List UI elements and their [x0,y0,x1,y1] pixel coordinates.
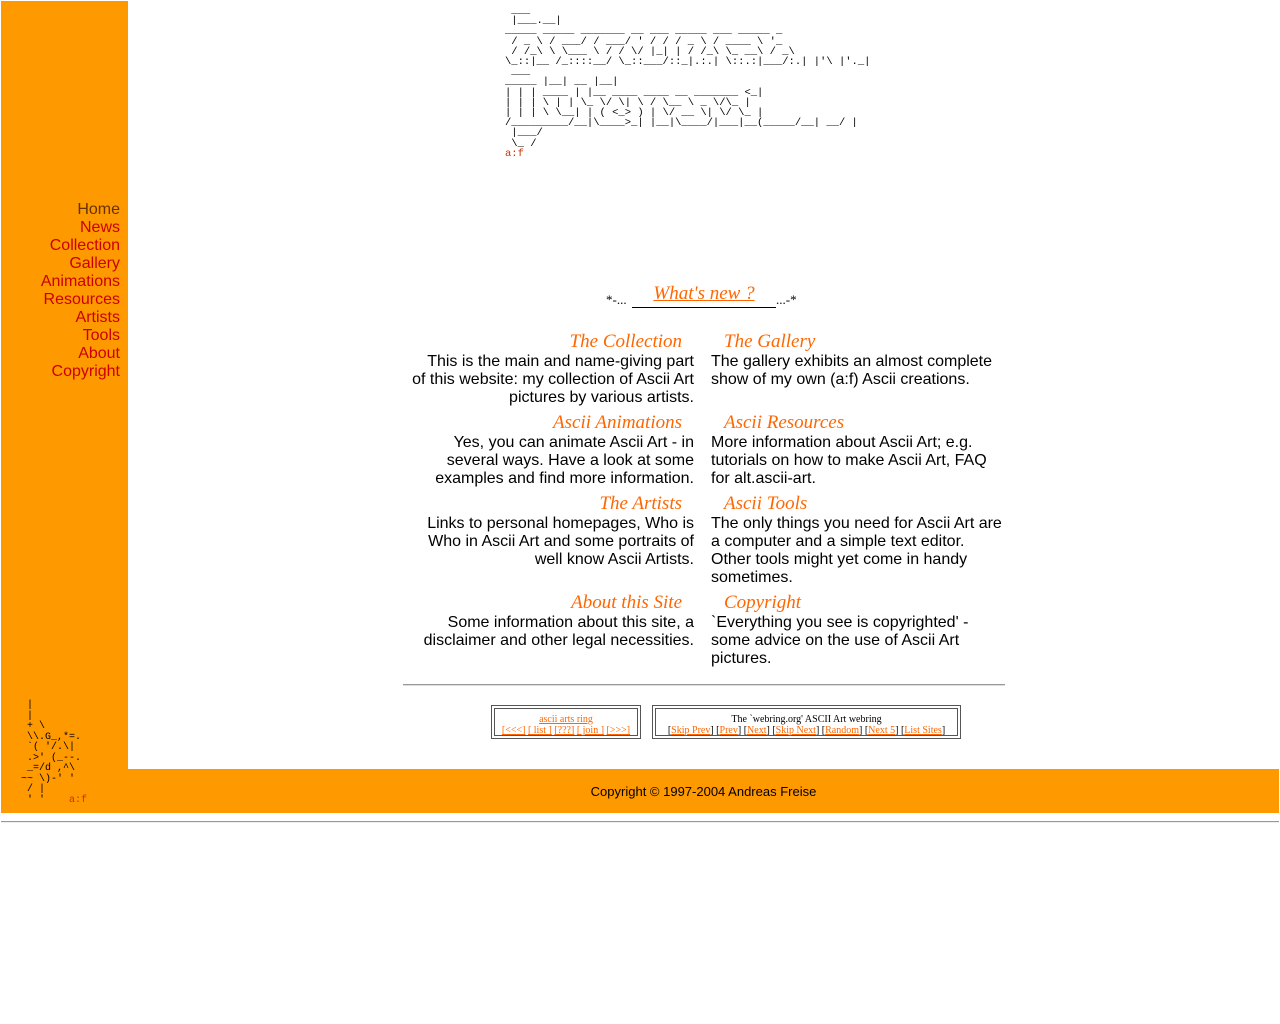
section-text: `Everything you see is copyrighted' - some advice on the use of Ascii Art pictures. [711,614,969,667]
nav-artists[interactable]: Artists [75,309,120,326]
section-copyright [706,591,1002,668]
nav-collection[interactable]: Collection [49,237,120,254]
sidebar [1,1,128,813]
section-title[interactable]: Copyright [724,592,802,613]
logo-art-body: ___ |___.__| _____ _____ _______ __ ___ _____ ___ _____ _ / _ \ / ___/ / ___/ ' / / / _ \ / ____ \ '_ / /_\ \ \___ \ / / \/ |_| | / /_\ \_ __\ / _\ \_::|__ /_::::__/ \_::___/::_|.:.| \::.:|___/:.| |'\ |'._| ___ _____ |__| __ |__| | | | ____ | |__ ____ ____ __ _______ <_| | | | \ | | \_ \/ \| \ / \__ \ _ \/\_ | | | | \ \__| | ( <_> ) | \/ __ \| \/ \_ | /_________/__|\____>_| |__|\____/|___|__(_____/__| __/ | |___/ \_ / [505,5,871,150]
section-row [410,492,1002,587]
sidebar-art-signature: a:f [69,794,88,806]
ring2-next5-link[interactable]: Next 5 [868,725,896,736]
sidebar-ascii-art [21,701,87,806]
section-gallery [706,330,1002,407]
nav-gallery[interactable]: Gallery [69,255,120,272]
ring1-prev-link[interactable]: [<<<] [501,725,526,736]
section-grid [410,330,1002,672]
section-resources [706,411,1002,488]
footer [128,769,1279,813]
section-title[interactable]: Ascii Resources [724,412,845,433]
ring2-title: The `webring.org' ASCII Art webring [731,714,882,725]
ring2-next-link[interactable]: Next [747,725,767,736]
ring2-prev-link[interactable]: Prev [719,725,738,736]
section-collection [410,330,706,407]
section-artists [410,492,706,587]
ring2-list-sites-link[interactable]: List Sites [904,725,942,736]
nav-tools[interactable]: Tools [82,327,120,344]
section-tools [706,492,1002,587]
ring2-skip-next-link[interactable]: Skip Next [775,725,816,736]
ring2-skip-prev-link[interactable]: Skip Prev [671,725,711,736]
section-text: Some information about this site, a disclaimer and other legal necessities. [423,614,694,649]
nav-resources[interactable]: Resources [43,291,120,308]
section-title[interactable]: Ascii Animations [553,412,682,433]
sidebar-nav [41,201,120,381]
webring-webring-org-inner: The `webring.org' ASCII Art webring [Skip Prev] [Prev] [Next] [Skip Next] [Random] [Next 5] [List Sites] [655,708,958,736]
section-title[interactable]: The Gallery [724,331,816,352]
section-animations [410,411,706,488]
section-title[interactable]: Ascii Tools [724,493,808,514]
ring1-random-link[interactable]: [???] [554,725,575,736]
nav-about[interactable]: About [78,345,120,362]
section-text: This is the main and name-giving part of this website: my collection of Ascii Art pictures by various artists. [412,353,694,406]
ring1-next-link[interactable]: [>>>] [606,725,631,736]
section-row [410,591,1002,668]
nav-home[interactable]: Home [77,201,120,218]
section-text: The only things you need for Ascii Art are a computer and a simple text editor. Other tools might yet come in handy sometimes. [711,515,1002,586]
webring-ascii-arts-inner [494,708,638,736]
section-title[interactable]: About this Site [571,592,682,613]
section-text: More information about Ascii Art; e.g. tutorials on how to make Ascii Art, FAQ for alt.ascii-art. [711,434,987,487]
section-title[interactable]: The Artists [599,493,682,514]
nav-copyright[interactable]: Copyright [51,363,120,380]
ring1-list-link[interactable]: [ list ] [527,725,552,736]
section-row [410,330,1002,407]
section-text: The gallery exhibits an almost complete show of my own (a:f) Ascii creations. [711,353,993,388]
section-title[interactable]: The Collection [569,331,682,352]
ring1-title-link[interactable]: ascii arts ring [539,714,593,725]
section-row [410,411,1002,488]
nav-animations[interactable]: Animations [40,273,120,290]
whats-new-lead: *-... [606,292,627,307]
ring1-join-link[interactable]: [ join ] [576,725,605,736]
bottom-divider [1,821,1279,823]
nav-news[interactable]: News [79,219,120,236]
footer-copyright: Copyright © 1997-2004 Andreas Freise [590,783,817,799]
section-text: Links to personal homepages, Who is Who in Ascii Art and some portraits of well know Ascii Artists. [427,515,694,568]
section-about [410,591,706,668]
site-logo-ascii [505,6,870,159]
ring2-random-link[interactable]: Random [825,725,859,736]
whats-new-trail: ...-* [776,292,797,307]
logo-signature: a:f [505,147,524,160]
divider [403,684,1005,686]
section-text: Yes, you can animate Ascii Art - in several ways. Have a look at some examples and find more information. [435,434,694,487]
webring-ascii-arts [491,705,641,739]
sidebar-art-body: | | + \ \\.G_,*=. `( '/.\| .>' (_--. _=/d ,^\ ~~ \)-' ' / | ' ' [21,700,82,806]
webring-webring-org [652,705,961,739]
whats-new-link[interactable]: What's new ? [632,283,776,308]
